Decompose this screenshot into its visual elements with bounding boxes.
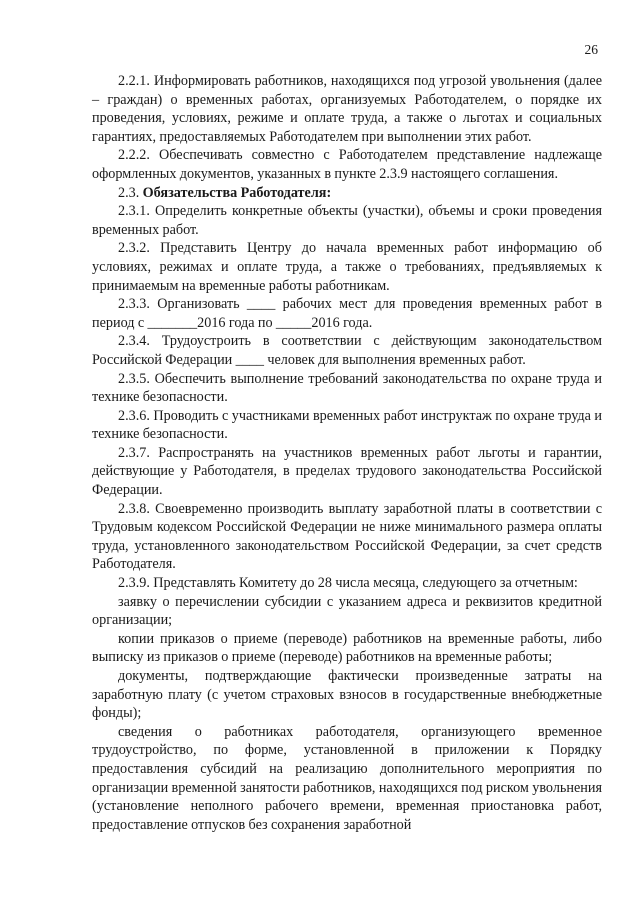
page-number: 26 <box>584 42 598 57</box>
paragraph: 2.3.6. Проводить с участниками временных работ инструктаж по охране труда и технике безопасности. <box>92 407 602 443</box>
paragraph: 2.3.1. Определить конкретные объекты (участки), объемы и сроки проведения временных работ. <box>92 203 602 238</box>
paragraph: 2.3.4. Трудоустроить в соответствии с действующим законодательством Российской Федерации ____ человек для выполнения временных работ. <box>92 333 602 368</box>
paragraph: 2.2.2. Обеспечивать совместно с Работодателем представление надлежаще оформленных документов, указанных в пункте 2.3.9 настоящего соглашения. <box>92 147 602 182</box>
section-heading <box>92 184 602 203</box>
paragraph: 2.2.1. Информировать работников, находящихся под угрозой увольнения (далее – граждан) о временных работах, организуемых Работодателем, о порядке их проведения, условиях, режиме и оплате труда, а также о льготах и социальных гарантиях, предоставляемых Работодателем при выполнении этих работ. <box>92 73 602 145</box>
list-item: документы, подтверждающие фактически произведенные затраты на заработную плату (с учетом страховых взносов в государственные внебюджетные фонды); <box>92 668 602 722</box>
paragraph: 2.3.3. Организовать ____ рабочих мест для проведения временных работ в период с _______2016 года по _____2016 года. <box>92 296 602 331</box>
paragraph: 2.3.2. Представить Центру до начала временных работ информацию об условиях, режимах и оплате труда, а также о требованиях, предъявляемых к принимаемым на временные работы работникам. <box>92 240 602 294</box>
paragraph: 2.3.7. Распространять на участников временных работ льготы и гарантии, действующие у Работодателя, в пределах трудового законодательства Российской Федерации. <box>92 444 602 499</box>
paragraph: 2.3.8. Своевременно производить выплату заработной платы в соответствии с Трудовым кодексом Российской Федерации не ниже минимального размера оплаты труда, установленного законодательством Российской Федерации, за счет средств Работодателя. <box>92 500 602 573</box>
list-item: копии приказов о приеме (переводе) работников на временные работы, либо выписку из приказов о приеме (переводе) работников на временные работы; <box>92 630 602 666</box>
section-number: 2.3. <box>118 184 140 201</box>
paragraph: 2.3.5. Обеспечить выполнение требований законодательства по охране труда и технике безопасности. <box>92 370 602 406</box>
document-body <box>92 72 602 834</box>
paragraph: 2.3.9. Представлять Комитету до 28 числа месяца, следующего за отчетным: <box>118 575 578 592</box>
list-item: заявку о перечислении субсидии с указанием адреса и реквизитов кредитной организации; <box>92 593 602 629</box>
section-title: Обязательства Работодателя: <box>142 184 332 201</box>
list-item: сведения о работниках работодателя, организующего временное трудоустройство, по форме, установленной в приложении к Порядку предоставления субсидий на реализацию дополнительного мероприятия по организации временной занятости работников, находящихся под риском увольнения (установление неполного рабочего времени, временная приостановка работ, предоставление отпусков без сохранения заработной <box>92 723 602 833</box>
